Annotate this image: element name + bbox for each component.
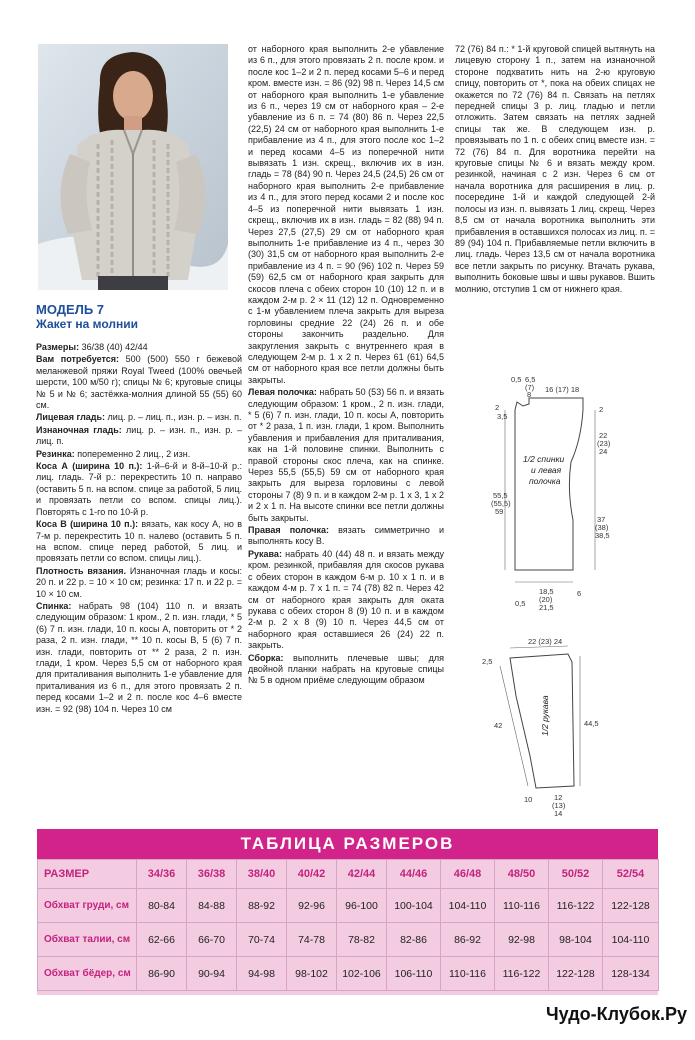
- paragraph: Коса В (ширина 10 п.): вязать, как косу А, но в 7-м р. перекрестить 10 п. налево (оставить 5 п. на вспом. спице перед работой, 5 лиц. и провязать петли со вспом. спицы лиц.).: [36, 519, 242, 564]
- table-cell: 90-94: [187, 957, 237, 991]
- label-side-1: 37: [597, 515, 606, 524]
- model-photo: [38, 44, 228, 290]
- model-header: [36, 302, 236, 331]
- size-cell: 46/48: [441, 860, 495, 889]
- table-cell: 106-110: [387, 957, 441, 991]
- paragraph: Левая полочка: набрать 50 (53) 56 п. и вязать следующим образом: 1 кром., 2 п. изн. глади, * 5 (6) 7 п. изн. глади, 10 п. косы А, повторить от * 2 раза, 1 п. изн. глади, 1 кром. Выполнить убавления и прибавления для приталивания, как на 1-й половине спинки. Выполнить с правой стороны скос плеча, как на спинке. Через 55,5 (55,5) 59 см от наборного края закрыть для выреза горловины с левой стороны 7 (8) 9 п. и в каждом 2-м р. 1 х 3, 1 х 2 и 2 х 1 п. На высоте спинки все петли должны быть закрыты.: [248, 387, 445, 523]
- label-bottom-right: 6: [577, 589, 582, 598]
- table-cell: 98-102: [287, 957, 337, 991]
- size-table-title: ТАБЛИЦА РАЗМЕРОВ: [37, 829, 658, 859]
- paragraph: Коса А (ширина 10 п.): 1-й–6-й и 8-й–10-й р.: лиц. гладь. 7-й р.: перекрестить 10 п. направо (оставить 5 п. на вспом. спице за работой, 5 лиц. и провязать петли со вспом. спицы лиц.). Повторять с 1-го по 10-й р.: [36, 461, 242, 517]
- text-column-2: [248, 44, 444, 688]
- label-top-left-1: 0,5: [511, 375, 522, 384]
- label-side-2: (38): [595, 523, 609, 532]
- label-length-2: (55,5): [491, 499, 511, 508]
- table-cell: 92-96: [287, 889, 337, 923]
- table-cell: 78-82: [337, 923, 387, 957]
- label-top-right: 16 (17) 18: [545, 385, 580, 394]
- label-top-left-2: 6,5: [525, 375, 536, 384]
- table-cell: 104-110: [441, 889, 495, 923]
- size-cell: 48/50: [495, 860, 549, 889]
- table-cell: 74-78: [287, 923, 337, 957]
- label-left-small-1: 2: [495, 403, 500, 412]
- label-length-1: 55,5: [493, 491, 508, 500]
- size-cell: 36/38: [187, 860, 237, 889]
- size-header-label: РАЗМЕР: [38, 860, 137, 889]
- label-bottom-1: 12: [554, 793, 563, 802]
- paragraph: Резинка: попеременно 2 лиц., 2 изн.: [36, 448, 191, 459]
- label-sleeve-full-length: 44,5: [584, 719, 599, 728]
- table-cell: 88-92: [237, 889, 287, 923]
- size-header-row: [38, 860, 659, 889]
- table-cell: 96-100: [337, 889, 387, 923]
- paragraph: Рукава: набрать 40 (44) 48 п. и вязать между кром. резинкой, прибавляя для скосов рукава с обеих сторон в каждом 6-м р. 10 х 1 п. и в каждом 4-м р. 7 х 1 п. = 74 (78) 82 п. Через 42 см от наборного края закрыть для оката рукава с обеих сторон 8 (9) 10 п. и в каждом 2-м р. 2 х 8 (9) 10 п. Через 44,5 см от наборного края оставшиеся 26 (24) 22 п. закрыть.: [248, 548, 444, 651]
- paragraph: Вам потребуется: 500 (500) 550 г бежевой меланжевой пряжи Royal Tweed (100% овечьей шерсти, 100 м/50 г); спицы № 6; круговые спицы № 5 и № 6; застёжка-молния длиной 55 (55) 60 см.: [36, 354, 242, 411]
- top-dimension-line: [510, 646, 568, 648]
- text-column-1: [36, 342, 242, 716]
- paragraph: от наборного края выполнить 2-е убавление из 6 п., для этого провязать 2 п. после кром. и после кос 1–2 и 2 п. перед косами 5–6 и перед кром. вместе изн. = 86 (92) 98 п. Через 14,5 см от наборного края выполнить 1-е убавление из 6 п., через 19 см от наборного края – 2-е убавление из 6 п. = 74 (80) 86 п. Через 22,5 (22,5) 24 см от наборного края выполнить 1-е прибавление из 4 п., для этого после кос 1–2 и перед косами 4–5 из поперечной нити вывязать 1 изн. скрещ., включив их в изн. гладь = 78 (84) 90 п. Через 24,5 (24,5) 26 см от наборного края выполнить 2-е прибавление из 4 п., для этого перед косами 2 и после кос 4–5 из поперечной нити вывязать 1 изн. скрещ., включив их в изн. гладь = 82 (88) 94 п. Через 27,5 (27,5) 29 см от наборного края выполнить 1-е прибавление из 4 п., через 30 (30) 31,5 см от наборного края выполнить 2-е прибавление из 4 п. = 90 (96) 102 п. Через 59 (59) 62,5 см от наборного края закрыть для скосов плеча с обеих сторон 10 (10) 12 п. и в каждом 2-м р. 2 × 11 (12) 12 п. Одновременно с 1-м убавлением плеча закрыть для выреза горловины средние 22 (24) 26 п. и обе стороны закончить раздельно. Для закругления закрыть с внутреннего края в следующем 2-м р. 1 х 2 п. Через 61 (61) 64,5 см от наборного края все петли должны быть закрыты.: [248, 44, 444, 385]
- size-table-grid: [37, 859, 659, 991]
- label-armhole-1: 22: [599, 431, 608, 440]
- paragraph: Правая полочка: вязать симметрично и выполнять косу В.: [248, 525, 444, 547]
- label-top-left-4: 8: [527, 390, 532, 399]
- paragraph: Размеры: 36/38 (40) 42/44: [36, 342, 148, 352]
- label-armhole-3: 24: [599, 447, 608, 456]
- paragraph: Лицевая гладь: лиц. р. – лиц. п., изн. р. – изн. п.: [36, 412, 242, 423]
- site-watermark: Чудо-Клубок.Ру: [546, 1004, 687, 1024]
- size-cell: 50/52: [549, 860, 603, 889]
- size-table: [37, 829, 658, 995]
- pattern-label-line1: 1/2 спинки: [523, 454, 565, 464]
- row-label: Обхват бёдер, см: [38, 957, 137, 991]
- row-label: Обхват талии, см: [38, 923, 137, 957]
- table-row: [38, 889, 659, 923]
- label-top: 22 (23) 24: [528, 637, 563, 646]
- table-cell: 122-128: [549, 957, 603, 991]
- table-cell: 110-116: [495, 889, 549, 923]
- label-top-left-3: (7): [525, 383, 535, 392]
- pattern-label-line2: и левая: [531, 465, 562, 475]
- label-right-small: 2: [599, 405, 604, 414]
- table-cell: 92-98: [495, 923, 549, 957]
- label-bottom-3: 14: [554, 809, 563, 818]
- sleeve-label: 1/2 рукава: [540, 695, 550, 736]
- table-cell: 86-92: [441, 923, 495, 957]
- label-bottom-1: 18,5: [539, 587, 554, 596]
- table-cell: 66-70: [187, 923, 237, 957]
- table-cell: 116-122: [495, 957, 549, 991]
- size-cell: 38/40: [237, 860, 287, 889]
- table-cell: 98-104: [549, 923, 603, 957]
- size-cell: 40/42: [287, 860, 337, 889]
- table-cell: 128-134: [603, 957, 659, 991]
- table-cell: 94-98: [237, 957, 287, 991]
- table-cell: 116-122: [549, 889, 603, 923]
- model-number: МОДЕЛЬ 7: [36, 302, 105, 317]
- label-armhole-2: (23): [597, 439, 611, 448]
- table-cell: 110-116: [441, 957, 495, 991]
- label-left-small-2: 3,5: [497, 412, 508, 421]
- label-bottom-left: 10: [524, 795, 533, 804]
- table-cell: 104-110: [603, 923, 659, 957]
- body-pattern-diagram: [491, 370, 615, 615]
- paragraph: Спинка: набрать 98 (104) 110 п. и вязать следующим образом: 1 кром., 2 п. изн. глади, * 5 (6) 7 п. изн. глади, 10 п. косы А, повторить от * 2 раза, 2 п. изн. глади, ** 10 п. косы В, 5 (6) 7 п. изн. глади, повторить от ** 2 раза, 2 п. изн. глади, 1 кром. Через 5,5 см от наборного края для приталивания выполнить 1-е убавление для приталивания из 6 п., для этого провязать 2 п. перед косами 1–2 и 2 п. после кос 4–6 вместе изн. = 92 (98) 104 п. Через 10 см: [36, 600, 242, 714]
- table-cell: 100-104: [387, 889, 441, 923]
- model-name: Жакет на молнии: [36, 317, 139, 331]
- label-bottom-left: 0,5: [515, 599, 526, 608]
- size-cell: 42/44: [337, 860, 387, 889]
- table-cell: 62-66: [137, 923, 187, 957]
- paragraph: Изнаночная гладь: лиц. р. – изн. п., изн. р. – лиц. п.: [36, 424, 242, 447]
- label-length-3: 59: [495, 507, 504, 516]
- table-row: [38, 957, 659, 991]
- sleeve-pattern-diagram: [480, 636, 610, 821]
- table-cell: 122-128: [603, 889, 659, 923]
- label-bottom-2: (20): [539, 595, 553, 604]
- table-cell: 102-106: [337, 957, 387, 991]
- table-row: [38, 923, 659, 957]
- table-cell: 70-74: [237, 923, 287, 957]
- size-cell: 52/54: [603, 860, 659, 889]
- table-cell: 80-84: [137, 889, 187, 923]
- label-left-top: 2,5: [482, 657, 493, 666]
- row-label: Обхват груди, см: [38, 889, 137, 923]
- pattern-label-line3: полочка: [529, 476, 561, 486]
- label-bottom-3: 21,5: [539, 603, 554, 612]
- paragraph: 72 (76) 84 п.: * 1-й круговой спицей вытянуть на лицевую сторону 1 п., затем на изнаночной стороне подхватить нить на 2-ю круговую спицу, повторить от *, пока на обеих спицах не окажется по 72 (76) 84 п. Связать на петлях передней спицы 3 р. лиц. гладью и петли отложить. Затем связать на петлях задней спицы так же. В следующем изн. р. провязывать по 1 п. с обеих спиц вместе изн. = 72 (76) 84 п. Для воротника перейти на круговые спицы № 6 и вязать между кром. резинкой, начиная с 2 изн. Через 6 см от начала воротника для расширения в лиц. р. посередине 1-й и каждой следующей 2-й полосы из изн. п. вывязать 1 лиц. скрещ. Через 8,5 см от начала воротника выполнить эти прибавления в оставшихся полосах из лиц. п. = 89 (94) 104 п. Прибавляемые петли включить в лиц. гладь. Через 13,5 см от начала воротника все петли закрыть по рисунку. Втачать рукава, выполнить боковые швы и швы рукавов. Вшить молнию, отступив 1 см от нижнего края.: [455, 44, 655, 294]
- label-side-3: 38,5: [595, 531, 610, 540]
- text-column-3: [455, 44, 655, 296]
- paragraph: Сборка: выполнить плечевые швы; для двойной планки набрать на круговые спицы № 5 в одном приёме следующим образом: [248, 652, 444, 686]
- label-bottom-2: (13): [552, 801, 566, 810]
- table-cell: 82-86: [387, 923, 441, 957]
- paragraph: Плотность вязания. Изнаночная гладь и косы: 20 п. и 22 р. = 10 × 10 см; резинка: 17 п. и 22 р. = 10 × 10 см.: [36, 565, 242, 599]
- label-sleeve-length: 42: [494, 721, 503, 730]
- size-cell: 44/46: [387, 860, 441, 889]
- table-cell: 86-90: [137, 957, 187, 991]
- size-cell: 34/36: [137, 860, 187, 889]
- table-cell: 84-88: [187, 889, 237, 923]
